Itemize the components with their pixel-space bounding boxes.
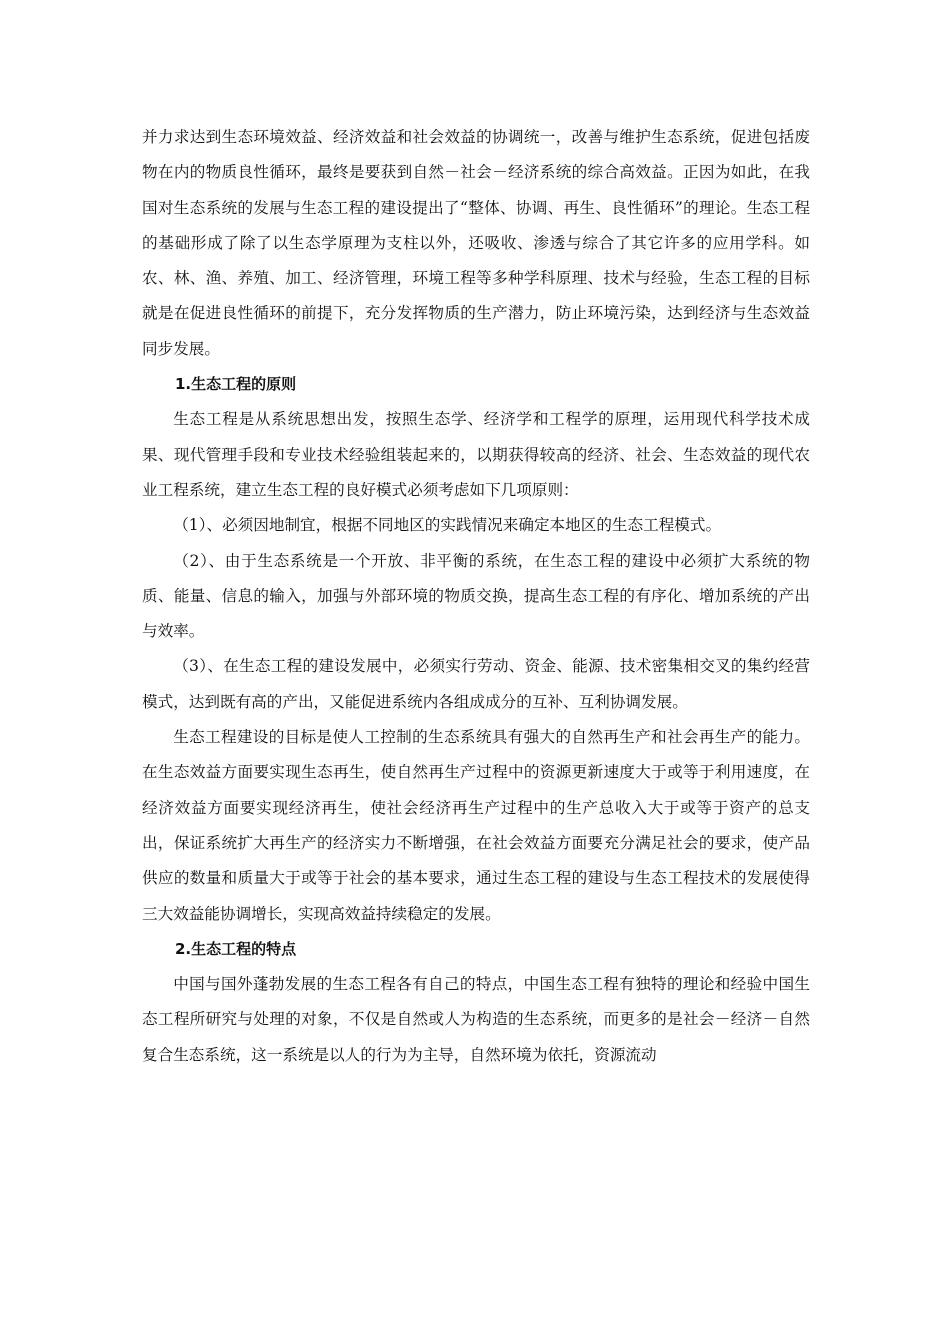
paragraph-principles: 生态工程是从系统思想出发，按照生态学、经济学和工程学的原理，运用现代科学技术成果、现代管理手段和专业技术经验组装起来的，以期获得较高的经济、社会、生态效益的现代农业工程系统，建立生态工程的良好模式必须考虑如下几项原则： <box>142 410 810 499</box>
list-item-principle-2: （2）、由于生态系统是一个开放、非平衡的系统，在生态工程的建设中必须扩大系统的物质、能量、信息的输入，加强与外部环境的物质交换，提高生态工程的有序化、增加系统的产出与效率。 <box>142 551 810 641</box>
list-item-principle-3: （3）、在生态工程的建设发展中，必须实行劳动、资金、能源、技术密集相交叉的集约经营模式，达到既有高的产出，又能促进系统内各组成成分的互补、互利协调发展。 <box>142 657 810 711</box>
section-heading-principles: 1.生态工程的原则 <box>175 375 297 394</box>
paragraph-intro: 并力求达到生态环境效益、经济效益和社会效益的协调统一，改善与维护生态系统，促进包括废物在内的物质良性循环，最终是要获到自然－社会－经济系统的综合高效益。正因为如此，在我国对生态系统的发展与生态工程的建设提出了“整体、协调、再生、良性循环”的理论。生态工程的基础形成了除了以生态学原理为支柱以外，还吸收、渗透与综合了其它许多的应用学科。如农、林、渔、养殖、加工、经济管理，环境工程等多种学科原理、技术与经验，生态工程的目标就是在促进良性循环的前提下，充分发挥物质的生产潜力，防止环境污染，达到经济与生态效益同步发展。 <box>142 128 810 358</box>
paragraph-features: 中国与国外蓬勃发展的生态工程各有自己的特点，中国生态工程有独特的理论和经验中国生态工程所研究与处理的对象，不仅是自然或人为构造的生态系统，而更多的是社会－经济－自然复合生态系统，这一系统是以人的行为为主导，自然环境为依托，资源流动 <box>142 975 810 1064</box>
document-body <box>142 120 810 1073</box>
section-heading-features: 2.生态工程的特点 <box>175 939 297 958</box>
list-item-principle-1: （1）、必须因地制宜，根据不同地区的实践情况来确定本地区的生态工程模式。 <box>173 516 722 535</box>
paragraph-goal: 生态工程建设的目标是使人工控制的生态系统具有强大的自然再生产和社会再生产的能力。在生态效益方面要实现生态再生，使自然再生产过程中的资源更新速度大于或等于利用速度，在经济效益方面要实现经济再生，使社会经济再生产过程中的生产总收入大于或等于资产的总支出，保证系统扩大再生产的经济实力不断增强，在社会效益方面要充分满足社会的要求，使产品供应的数量和质量大于或等于社会的基本要求，通过生态工程的建设与生态工程技术的发展使得三大效益能协调增长，实现高效益持续稳定的发展。 <box>142 728 810 923</box>
